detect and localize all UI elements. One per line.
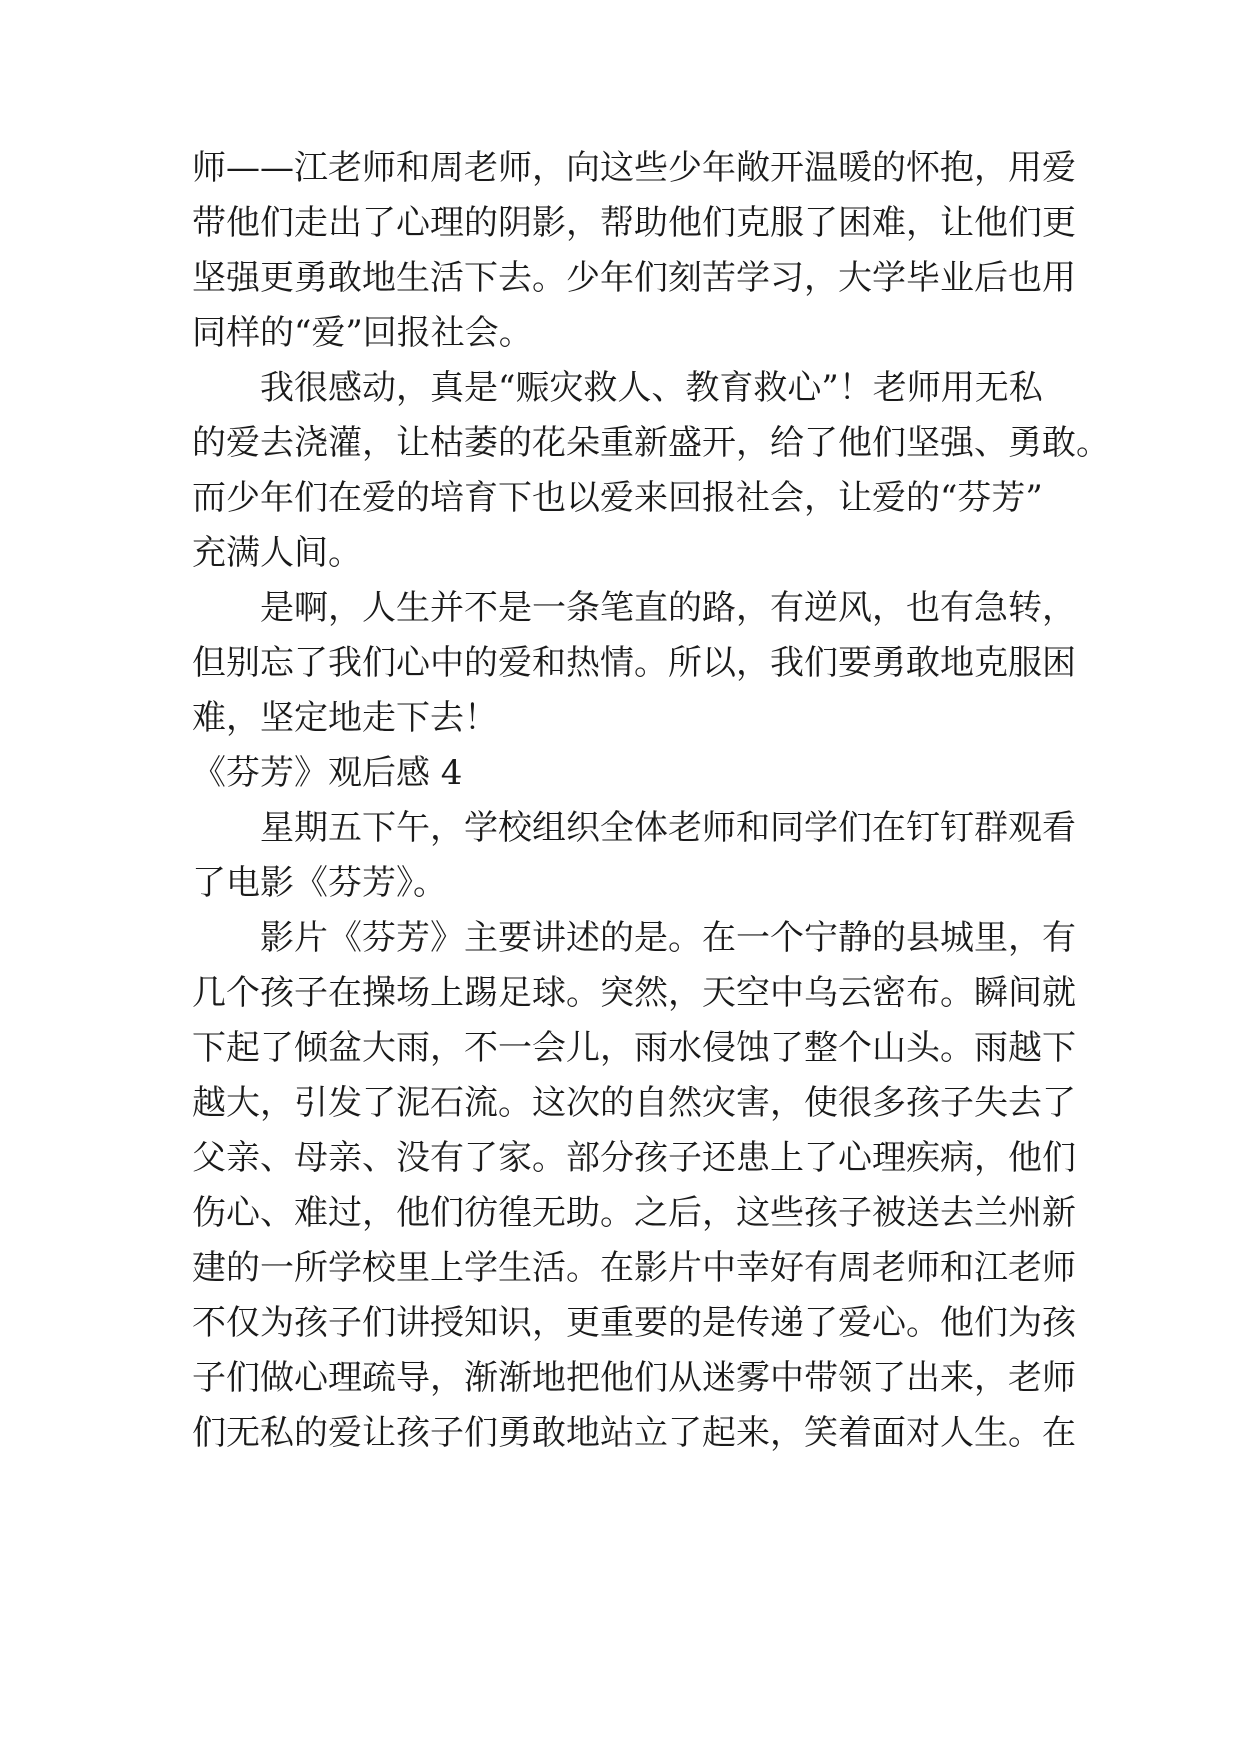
- text-line: 越大，引发了泥石流。这次的自然灾害，使很多孩子失去了: [192, 1083, 1076, 1123]
- text-line: 而少年们在爱的培育下也以爱来回报社会，让爱的“芬芳”: [192, 478, 1043, 518]
- paragraph-first-line: 是啊，人生并不是一条笔直的路，有逆风，也有急转，: [260, 588, 1076, 628]
- text-line: 难，坚定地走下去！: [192, 698, 498, 738]
- text-line: 但别忘了我们心中的爱和热情。所以，我们要勇敢地克服困: [192, 643, 1076, 683]
- text-line: 建的一所学校里上学生活。在影片中幸好有周老师和江老师: [192, 1248, 1076, 1288]
- text-line: 父亲、母亲、没有了家。部分孩子还患上了心理疾病，他们: [192, 1138, 1076, 1178]
- text-line: 同样的“爱”回报社会。: [192, 313, 533, 353]
- text-line: 子们做心理疏导，渐渐地把他们从迷雾中带领了出来，老师: [192, 1358, 1076, 1398]
- section-heading: 《芬芳》观后感 4: [192, 753, 463, 793]
- text-line: 们无私的爱让孩子们勇敢地站立了起来，笑着面对人生。在: [192, 1413, 1076, 1453]
- text-line: 伤心、难过，他们彷徨无助。之后，这些孩子被送去兰州新: [192, 1193, 1076, 1233]
- text-line: 了电影《芬芳》。: [192, 863, 447, 903]
- text-line: 师——江老师和周老师，向这些少年敞开温暖的怀抱，用爱: [192, 148, 1076, 188]
- text-line: 带他们走出了心理的阴影，帮助他们克服了困难，让他们更: [192, 203, 1076, 243]
- text-line: 的爱去浇灌，让枯萎的花朵重新盛开，给了他们坚强、勇敢。: [192, 423, 1110, 463]
- text-line: 充满人间。: [192, 533, 362, 573]
- paragraph-first-line: 我很感动，真是“赈灾救人、教育救心”！老师用无私: [260, 368, 1043, 408]
- text-line: 下起了倾盆大雨，不一会儿，雨水侵蚀了整个山头。雨越下: [192, 1028, 1076, 1068]
- text-line: 几个孩子在操场上踢足球。突然，天空中乌云密布。瞬间就: [192, 973, 1076, 1013]
- paragraph-first-line: 星期五下午，学校组织全体老师和同学们在钉钉群观看: [260, 808, 1076, 848]
- text-line: 坚强更勇敢地生活下去。少年们刻苦学习，大学毕业后也用: [192, 258, 1076, 298]
- paragraph-first-line: 影片《芬芳》主要讲述的是。在一个宁静的县城里，有: [260, 918, 1076, 958]
- text-line: 不仅为孩子们讲授知识，更重要的是传递了爱心。他们为孩: [192, 1303, 1076, 1343]
